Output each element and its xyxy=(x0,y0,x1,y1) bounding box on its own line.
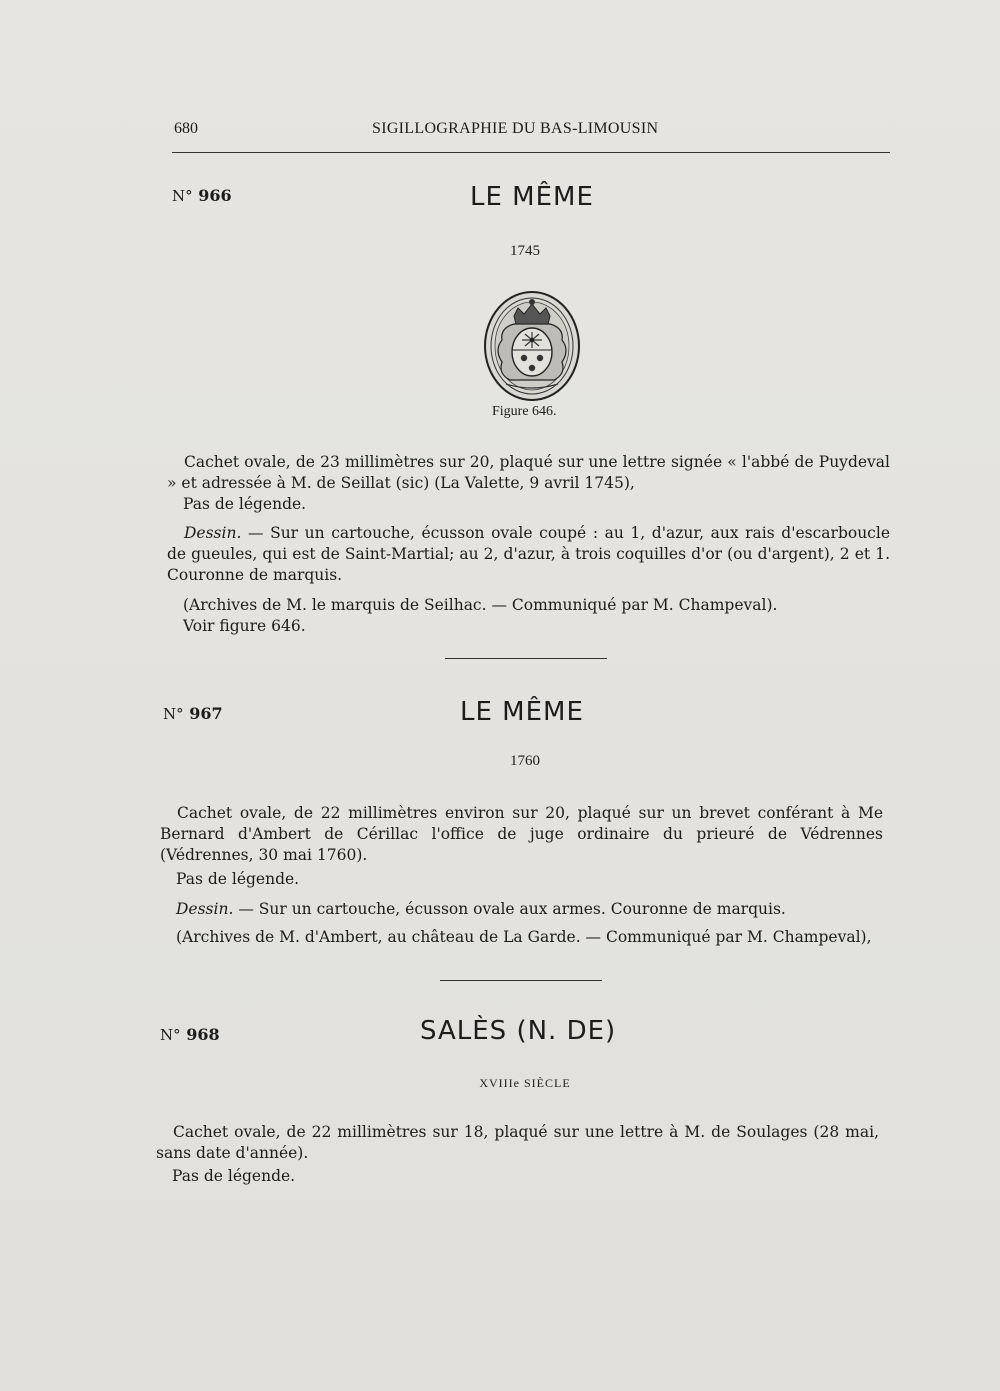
entry-title-968: SALÈS (N. DE) xyxy=(420,1016,617,1046)
entry-date-968: XVIIIe SIÈCLE xyxy=(479,1076,571,1090)
dessin-label: Dessin. xyxy=(184,524,242,542)
separator-rule xyxy=(445,658,607,659)
seal-figure-image xyxy=(480,288,584,408)
paragraph-968-description: Cachet ovale, de 22 millimètres sur 18, plaqué sur une lettre à M. de Soulages (28 mai, sans date d'année). xyxy=(156,1123,879,1162)
paragraph-966-description: Cachet ovale, de 23 millimètres sur 20, plaqué sur une lettre signée « l'abbé de Puydeval » et adressée à M. de Seillat (sic) (La Valette, 9 avril 1745), xyxy=(167,453,890,492)
entry-title-967: LE MÊME xyxy=(460,697,584,727)
entry-number-968: N° 968 xyxy=(160,1025,220,1044)
paragraph-967-archives: (Archives de M. d'Ambert, au château de La Garde. — Communiqué par M. Champeval), xyxy=(176,928,872,946)
paragraph-967-description: Cachet ovale, de 22 millimètres environ sur 20, plaqué sur un brevet conférant à Me Bernard d'Ambert de Cérillac l'office de juge ordinaire du prieuré de Védrennes (Védrennes, 30 mai 1760). xyxy=(160,804,883,864)
dessin-label: Dessin. xyxy=(176,900,234,918)
paragraph-966-dessin xyxy=(167,523,890,586)
entry-number-966: N° 966 xyxy=(172,186,232,205)
running-title: SIGILLOGRAPHIE DU BAS-LIMOUSIN xyxy=(372,120,659,137)
dessin-text: — Sur un cartouche, écusson ovale coupé : au 1, d'azur, aux rais d'escarboucle de gueules, qui est de Saint-Martial; au 2, d'azur, à trois coquilles d'or (ou d'argent), 2 et 1. Couronne de marquis. xyxy=(167,524,890,584)
dessin-text: — Sur un cartouche, écusson ovale aux armes. Couronne de marquis. xyxy=(238,900,786,918)
entry-date-967: 1760 xyxy=(510,753,540,769)
separator-rule xyxy=(440,980,602,981)
running-head xyxy=(172,120,890,150)
entry-number-967: N° 967 xyxy=(163,704,223,723)
paragraph-966-archives: (Archives de M. le marquis de Seilhac. — Communiqué par M. Champeval). xyxy=(183,596,778,614)
paragraph-966-legend: Pas de légende. xyxy=(183,495,307,513)
paragraph-968-legend: Pas de légende. xyxy=(172,1167,296,1185)
header-rule xyxy=(172,152,890,153)
entry-date-966: 1745 xyxy=(510,243,540,259)
entry-title-966: LE MÊME xyxy=(470,182,594,212)
paragraph-967-legend: Pas de légende. xyxy=(176,870,300,888)
figure-caption: Figure 646. xyxy=(492,404,557,419)
paragraph-967-dessin xyxy=(176,899,876,920)
paragraph-966-voir: Voir figure 646. xyxy=(183,617,306,635)
page-number: 680 xyxy=(174,120,198,137)
